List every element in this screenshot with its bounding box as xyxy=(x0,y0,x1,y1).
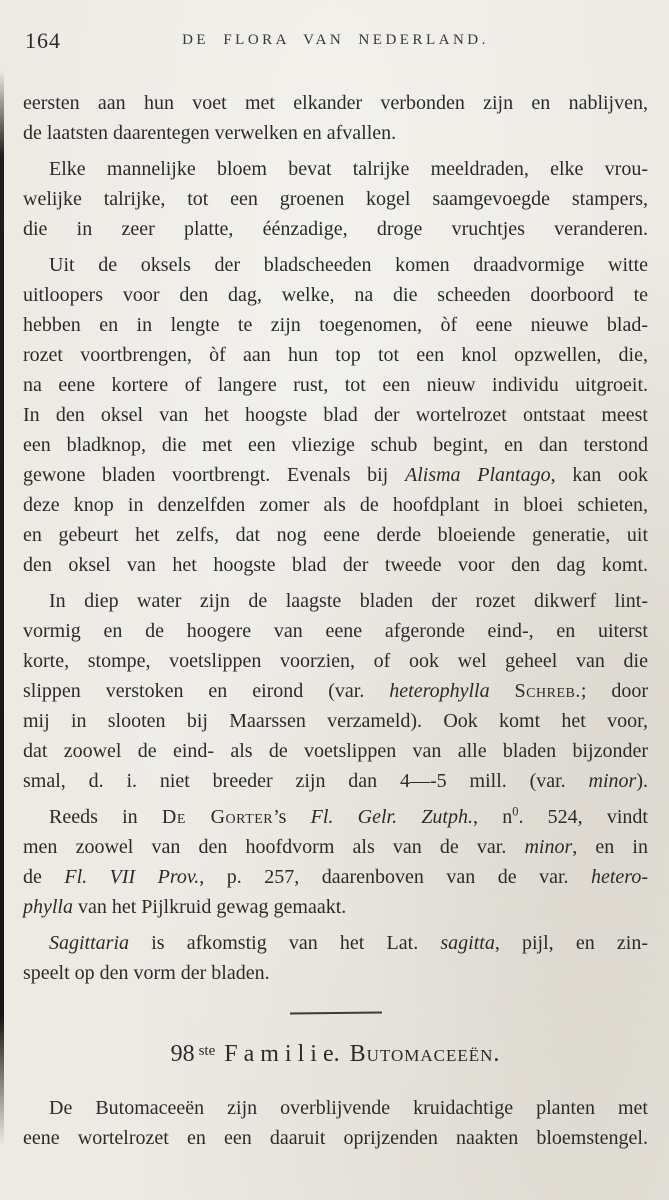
text-line: vormig en de hoogere van eene afgeronde eind-, en uiterst xyxy=(23,620,648,642)
text-line: uitloopers voor den dag, welke, na die scheeden doorboord te xyxy=(23,284,648,306)
small-caps-text: De Gorter xyxy=(161,806,274,828)
text-line: hebben en in lengte te zijn toegenomen, òf eene nieuwe blad- xyxy=(23,314,648,336)
italic-text: minor xyxy=(524,836,573,858)
text-line: Reeds in De Gorter’s Fl. Gelr. Zutph., $n^0$. 524, vindt xyxy=(49,804,648,828)
text-line: mij in slooten bij Maarssen verzameld). Ook komt het voor, xyxy=(23,710,648,732)
section-word: F a m i l i e. xyxy=(224,1041,340,1067)
text-line: die in zeer platte, éénzadige, droge vruchtjes veranderen. xyxy=(23,218,648,240)
italic-text: phylla xyxy=(23,896,73,918)
text-line: rozet voortbrengen, òf aan hun top tot een knol opzwellen, die, xyxy=(23,344,648,366)
text-line: eersten aan hun voet met elkander verbonden zijn en nablijven, xyxy=(23,92,648,114)
text-line: eene wortelrozet en een daaruit oprijzenden naakten bloemstengel. xyxy=(23,1127,648,1149)
paragraph xyxy=(23,154,648,244)
page-number: 164 xyxy=(25,28,61,53)
paragraph xyxy=(23,88,648,148)
text-line: na eene kortere of langere rust, tot een nieuw individu uitgroeit. xyxy=(23,374,648,396)
text-line: men zoowel van den hoofdvorm als van de var. minor, en in xyxy=(23,836,648,858)
text-line: Elke mannelijke bloem bevat talrijke meeldraden, elke vrou- xyxy=(49,158,648,180)
section-intro-text xyxy=(23,1093,648,1153)
italic-text: Alisma Plantago xyxy=(404,464,551,486)
text-line: den oksel van het hoogste blad der tweede voor den dag komt. xyxy=(23,554,648,576)
paragraph xyxy=(23,928,648,988)
text-line: gewone bladen voortbrengt. Evenals bij Alisma Plantago, kan ook xyxy=(23,464,648,486)
text-line: dat zoowel de eind- als de voetslippen van alle bladen bijzonder xyxy=(23,740,648,762)
text-line: welijke talrijke, tot een groenen kogel saamgevoegde stampers, xyxy=(23,188,648,210)
section-number: 98 xyxy=(170,1041,195,1067)
text-line: speelt op den vorm der bladen. xyxy=(23,962,270,984)
italic-text: sagitta xyxy=(440,932,495,954)
superscript-text: 0 xyxy=(512,804,519,819)
text-line: een bladknop, die met een vliezige schub begint, en dan terstond xyxy=(23,434,648,456)
italic-text: hetero- xyxy=(590,866,648,888)
paragraph xyxy=(23,1093,648,1153)
paragraph xyxy=(23,250,648,580)
text-line: deze knop in denzelfden zomer als de hoofdplant in bloei schieten, xyxy=(23,494,648,516)
paragraph xyxy=(23,802,648,922)
paragraph xyxy=(23,586,648,796)
text-line: De Butomaceeën zijn overblijvende kruidachtige planten met xyxy=(49,1097,648,1119)
text-line: de laatsten daarentegen verwelken en afvallen. xyxy=(23,122,397,144)
text-line: In den oksel van het hoogste blad der wortelrozet ontstaat meest xyxy=(23,404,648,426)
text-line: smal, d. i. niet breeder zijn dan 4—-5 mill. (var. minor). xyxy=(23,770,648,792)
text-line: slippen verstoken en eirond (var. heterophylla Schreb.; door xyxy=(23,680,649,702)
text-line: In diep water zijn de laagste bladen der rozet dikwerf lint- xyxy=(49,590,648,612)
text-line: Sagittaria is afkomstig van het Lat. sagitta, pijl, en zin- xyxy=(49,932,649,954)
text-line: phylla van het Pijlkruid gewag gemaakt. xyxy=(23,896,347,918)
small-caps-text: Schreb. xyxy=(514,680,581,702)
text-line: korte, stompe, voetslippen voorzien, of ook wel geheel van die xyxy=(23,650,648,672)
italic-text: minor xyxy=(588,770,637,792)
section-family-name: Butomaceeën. xyxy=(349,1041,501,1067)
text-line: Uit de oksels der bladscheeden komen draadvormige witte xyxy=(49,254,648,276)
section-divider xyxy=(289,1012,381,1015)
text-line: de Fl. VII Prov., p. 257, daarenboven van de var. hetero- xyxy=(23,866,648,888)
section-ordinal-suffix: ste xyxy=(198,1043,216,1059)
running-title: DE FLORA VAN NEDERLAND. xyxy=(182,32,489,48)
italic-text: Fl. Gelr. Zutph. xyxy=(310,806,473,828)
page-header xyxy=(23,26,648,58)
italic-text: Fl. VII Prov. xyxy=(64,866,200,888)
italic-text: heterophylla xyxy=(389,680,490,702)
section-heading xyxy=(23,1034,648,1071)
body-text xyxy=(23,88,648,988)
text-line: en gebeurt het zelfs, dat nog eene derde bloeiende generatie, uit xyxy=(23,524,648,546)
italic-text: Sagittaria xyxy=(49,932,130,954)
